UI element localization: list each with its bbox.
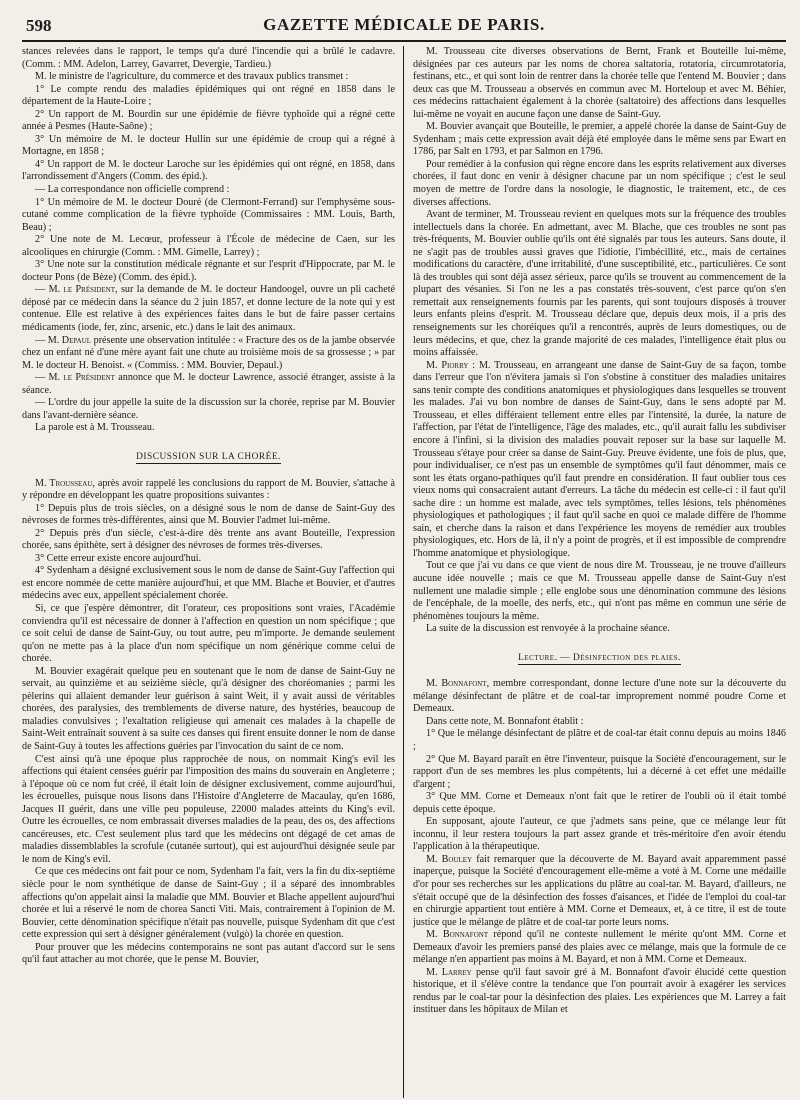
paragraph-text: répond qu'il ne conteste nullement le mérite qu'ont MM. Corne et Demeaux d'avoir les premiers pansé des plaies avec ce mélange, mais que la formule de ce mélange n'en appartient pas moins à M. Bayard, et non à MM. Corne et Demeaux. [413, 929, 786, 966]
paragraph [413, 854, 786, 929]
paragraph: Pour prouver que les médecins contemporains ne sont pas autant d'accord sur le sens qu'il faut attacher au mot chorée, que le pense M. Bouvier, [22, 941, 395, 966]
paragraph: stances relevées dans le rapport, le temps qu'a duré l'incendie qui a brûlé le cadavre. (Comm. : MM. Adelon, Larrey, Gavarret, Devergie, Tardieu.) [22, 46, 395, 70]
paragraph [22, 335, 395, 373]
paragraph-text: membre correspondant, donne lecture d'une note sur la découverte du mélange désinfectant de plâtre et de coal-tar improprement nommé poudre Corne et Demeaux. [413, 678, 786, 715]
speaker-label: — M. le Président, [35, 284, 118, 296]
paragraph: — La correspondance non officielle comprend : [35, 184, 230, 196]
paragraph-text: présente une observation intitulée : « Fracture des os de la jambe observée chez un enfant né d'une mère ayant fait une chute au troisième mois de sa grossesse ; » par M. le docteur H. Benoist. « (Commiss. : MM. Bouvier, Depaul.) [22, 334, 395, 371]
paragraph: 1° Un mémoire de M. le docteur Douré (de Clermont-Ferrand) sur l'emphysème sous-cutané comme complication de la fièvre typhoïde (Commissaires : MM. Louis, Barth, Beau) ; [22, 196, 395, 233]
paragraph: 2° Depuis près d'un siècle, c'est-à-dire dès trente ans avant Bouteille, l'expression chorée, sans épithète, sert à désigner des névroses de formes très-diverses. [22, 527, 395, 552]
paragraph: 3° Cette erreur existe encore aujourd'hui. [35, 552, 202, 564]
paragraph [22, 478, 395, 503]
speaker-label: M. Larrey [426, 966, 472, 978]
paragraph: La suite de la discussion est renvoyée à la prochaine séance. [426, 623, 670, 635]
paragraph: 1° Le compte rendu des maladies épidémiques qui ont régné en 1858 dans le département de la Haute-Loire ; [22, 83, 395, 108]
paragraph [413, 967, 786, 1017]
paragraph: Si, ce que j'espère démontrer, dit l'orateur, ces propositions sont vraies, l'Académie conviendra qu'il est nécessaire de donner à l'affection en question un nom spécifique ; que ce soit celui de danse de Saint-Guy, ou tout autre, peu m'importe. Je demande seulement qu'on ne mette pas à la place d'un nom spécifique un nom générique comme celui de chorée. [22, 602, 395, 665]
paragraph [413, 678, 786, 716]
paragraph: 3° Un mémoire de M. le docteur Hullin sur une épidémie de croup qui a régné à Mortagne, en 1858 ; [22, 133, 395, 158]
paragraph-text: M. Trousseau, en arrangeant une danse de Saint-Guy de sa façon, tombe dans l'erreur que l'on n'évitera jamais si l'on s'obstine à constituer des maladies unitaires sans tenir compte des conditions anatomiques et physiologiques dans lesquelles se trouvent les malades. J'ai vu bon nombre de danses de Saint-Guy, dans le sens adopté par M. Trousseau, et elles différaient tellement entre elles par l'intensité, la durée, la nature de l'affection, par l'état de l'intelligence, l'âge des malades, etc., qu'il aurait fallu les subdiviser encore à l'infini, si la division des maladies pouvait reposer sur la base sur laquelle M. Trousseau s'étaye pour créer sa danse de Saint-Guy. Preuve évidente, une fois de plus, que, pour individualiser, ce n'est pas un ensemble de symptômes qu'il faut dénommer, mais ce sont les états organo-pathiques qu'il faut prendre en considération. Il faut oublier tous ces vieux noms qui consacraient autant d'erreurs. La tâche du médecin est celle-ci : il faut qu'il sache dire : un homme est malade, avec tels symptômes, telles lésions, tels phénomènes physiologiques et pathologiques ; il faut qu'il sache en quoi ce malade diffère de l'homme sain, et cherche dans la raison et dans l'expérience les moyens de remédier aux troubles physiologiques, etc. Hors de là, il n'y a point de progrès, et il est impossible de comprendre l'homme anatomique et physiologique. [413, 359, 786, 559]
paragraph: 1° Depuis plus de trois siècles, on a désigné sous le nom de danse de Saint-Guy des névroses de formes très-différentes, ainsi que M. Bouvier l'admet lui-même. [22, 502, 395, 527]
section-title [22, 451, 395, 464]
two-column-body [22, 46, 786, 1098]
paragraph-text: pense qu'il faut savoir gré à M. Bonnafont d'avoir élucidé cette question historique, et il s'élève contre la tendance que l'on pourrait avoir à exagérer les services rendus par le coal-tar pour la désinfection des plaies. Les expériences que M. Larrey a fait instituer dans les hôpitaux de Milan et [413, 966, 786, 1016]
speaker-label: — M. le Président [35, 372, 115, 384]
paragraph: M. Bouvier exagérait quelque peu en soutenant que le nom de danse de Saint-Guy ne servait, au quinzième et au seizième siècle, qu'à désigner des choréomanies ; parmi les pèlerins qui allaient demander leur guérison à saint Weit, il y avait aussi de véritables chorées, des paralysies, des tremblements de diverse nature, des hystéries, beaucoup de maladies convulsives ; l'exaltation religieuse qui amenait ces malades à la chapelle de Saint-Weit entraînait souvent à sa suite ces danses qui firent ensuite donner le nom de danse de Saint-Guy à toutes les affections guéries par l'invocation du saint de ce nom. [22, 665, 395, 752]
paragraph-text: fait remarquer que la découverte de M. Bayard avait apparemment passé inaperçue, puisque la Société d'encouragement elle-même a voté à M. Corne une médaille d'or pour ses recherches sur les applications du plâtre au coal-tar. M. Bayard, d'ailleurs, ne s'était occupé que de la désinfection des fosses d'aisances, et l'idée de l'emploi du coal-tar en chirurgie appartient tout entière à MM. Corne et Demeaux, et, à ce titre, il est de toute justice que le mélange de plâtre et de coal-tar porte leurs noms. [413, 853, 786, 928]
paragraph [22, 372, 395, 397]
speaker-label: M. Trousseau, [35, 477, 95, 489]
paragraph [413, 929, 786, 967]
paragraph: 2° Que M. Bayard paraît en être l'inventeur, puisque la Société d'encouragement, sur le rapport d'un de ses membres les plus compétents, lui a décerné à cet effet une médaille d'argent ; [413, 753, 786, 790]
speaker-label: M. Piorry : [426, 359, 476, 371]
paragraph: 1° Que le mélange désinfectant de plâtre et de coal-tar était connu depuis au moins 1846 ; [413, 728, 786, 752]
paragraph: Ce que ces médecins ont fait pour ce nom, Sydenham l'a fait, vers la fin du dix-septième siècle pour le nom synthétique de danse de Saint-Guy ; il a séparé des innombrables affections qu'on appelait ainsi la maladie que MM. Bouvier et Blache appellent aujourd'hui chorée et lui a réservé le nom de chorea Sancti Viti. Mais, contrairement à l'opinion de M. Bouvier, cette dénomination spécifique n'était pas nouvelle, puisque Sydenham dit que c'est cette expression qui sert à désigner généralement (vulgò) la chorée en question. [22, 866, 395, 941]
right-column [403, 46, 786, 1098]
speaker-label: — M. Depaul [35, 334, 92, 346]
paragraph-text: annonce que M. le docteur Lawrence, associé étranger, assiste à la séance. [22, 372, 395, 396]
paragraph: M. le ministre de l'agriculture, du commerce et des travaux publics transmet : [35, 71, 349, 83]
left-column [22, 46, 403, 1098]
paragraph: En supposant, ajoute l'auteur, ce que j'admets sans peine, que ce mélange leur fût inconnu, il leur restera toujours la part assez grande et très-méritoire d'en avoir étendu l'application à la thérapeutique. [413, 816, 786, 853]
speaker-label: M. Bonnafont [426, 929, 489, 941]
section-title [413, 652, 786, 665]
section-title-text: Lecture. — Désinfection des plaies. [518, 652, 681, 663]
page-number: 598 [26, 16, 52, 35]
running-title: GAZETTE MÉDICALE DE PARIS. [263, 15, 545, 34]
paragraph: La parole est à M. Trousseau. [35, 422, 155, 434]
paragraph: M. Bouvier avançait que Bouteille, le premier, a appelé chorée la danse de Saint-Guy de Sydenham ; mais cette expression avait déjà été employée dans le même sens par Ewart en 1786, par Salt en 1793, et par Salmon en 1796. [413, 121, 786, 158]
paragraph: Dans cette note, M. Bonnafont établit : [426, 715, 584, 727]
paragraph: Pour remédier à la confusion qui règne encore dans les esprits relativement aux diverses chorées, il faut donc en venir à désigner chacune par un nom spécifique ; c'est le seul moyen de mettre de l'ordre dans la nosologie, le diagnostic, le traitement, etc., de ces diverses affections. [413, 158, 786, 208]
paragraph [413, 360, 786, 561]
paragraph: 4° Sydenham a désigné exclusivement sous le nom de danse de Saint-Guy l'affection qui est encore nommée de cette manière aujourd'hui, et que MM. Blache et Bouvier, et d'autres médecins avec eux, appellent spécialement chorée. [22, 565, 395, 602]
paragraph: — L'ordre du jour appelle la suite de la discussion sur la chorée, reprise par M. Bouvier dans l'avant-dernière séance. [22, 397, 395, 421]
paragraph: 2° Une note de M. Lecœur, professeur à l'École de médecine de Caen, sur les alcooliques en chirurgie (Comm. : MM. Gimelle, Larrey) ; [22, 234, 395, 258]
paragraph: 2° Un rapport de M. Bourdin sur une épidémie de fièvre typhoïde qui a régné cette année à Pesmes (Haute-Saône) ; [22, 108, 395, 133]
paragraph: 3° Une note sur la constitution médicale régnante et sur l'esprit d'Hippocrate, par M. le docteur Pons (de Bèze) (Comm. des épid.). [22, 259, 395, 283]
paragraph [22, 284, 395, 334]
paragraph-text: après avoir rappelé les conclusions du rapport de M. Bouvier, s'attache à y répondre en développant les quatre propositions suivantes : [22, 477, 396, 502]
paragraph: 4° Un rapport de M. le docteur Laroche sur les épidémies qui ont régné, en 1858, dans l'arrondissement d'Angers (Comm. des épid.). [22, 158, 395, 183]
paragraph: C'est ainsi qu'à une époque plus rapprochée de nous, on nommait King's evil les affections qui étaient censées guérir par l'imposition des mains du souverain en Angleterre ; à l'époque où ce nom fut créé, il était loin de désigner exclusivement, comme aujourd'hui, les écrouelles, puisque nous lisons dans l'Histoire d'Angleterre de Macaulay, qu'en 1686, Jacques II guérit, dans une ville peu populeuse, 22000 malades atteints du King's evil. Outre les écrouelles, ce nom embrassait diverses maladies de la peau, des os, des affections cancéreuses, etc. C'est seulement plus tard que les médecins ont dégagé de cet amas de maladies dissemblables la scrofule (cutanée surtout), qui est aujourd'hui désignée seule par le nom de King's evil. [22, 753, 395, 865]
paragraph: Avant de terminer, M. Trousseau revient en quelques mots sur la fréquence des troubles intellectuels dans la chorée. En admettant, avec M. Blache, que ces troubles ne sont pas très-fréquents, M. Bouvier oublie qu'ils ont été signalés par tous les auteurs. Sans doute, il ne s'agit pas de troubles aussi graves que l'idiotie, l'imbécillité, etc., mais de certaines modifications du caractère, d'une irritabilité, d'une susceptibilité, etc., particulières. Ce sont là des troubles qui sont déjà assez sérieux, parce qu'ils se trouvent au commencement de la plupart des vésanies. Si l'on ne les a pas constatés très-souvent, c'est parce qu'on s'en remettait aux renseignements fournis par les parents, qui sont toujours disposés à trouver leurs enfants pleins d'esprit. M. Trousseau déclare que, depuis deux mois, il a pris des renseignements sur les choréiques qu'il a rencontrés, auprès de leurs domestiques, ou de leurs médecins, et que, chez la grande majorité de ces malades, l'intelligence était plus ou moins affaissée. [413, 209, 786, 359]
speaker-label: M. Bouley [426, 853, 473, 865]
paragraph: 3° Que MM. Corne et Demeaux n'ont fait que le retirer de l'oubli où il était tombé depuis cette époque. [413, 791, 786, 815]
section-title-text: DISCUSSION SUR LA CHORÉE. [136, 451, 281, 462]
paragraph-text: sur la demande de M. le docteur Handoogel, ouvre un pli cacheté déposé par ce médecin dans la séance du 2 juin 1857, et donne lecture de la note qui y est contenue. Elle est relative à des expériences faites dans le but de faire passer certains médicaments (iode, fer, zinc, arsenic, etc.) dans le lait des animaux. [22, 284, 395, 334]
page-header [22, 10, 786, 42]
paragraph: Tout ce que j'ai vu dans ce que vient de nous dire M. Trousseau, je ne trouve d'ailleurs aucune idée nouvelle ; mais ce que M. Trousseau appelle danse de Saint-Guy n'est nullement une maladie simple ; elle englobe sous une dénomination commune des lésions de l'encéphale, de la moelle, des nerfs, etc., qui n'ont pas même en commun une série de phénomènes toujours la même. [413, 560, 786, 622]
paragraph: M. Trousseau cite diverses observations de Bernt, Frank et Bouteille lui-même, désignées par ces auteurs par les noms de chorea saltatoria, rotatoria, circumrotatoria, festinans, etc., et qui sont loin de rentrer dans la chorée telle que l'entend M. Bouvier ; dans deux cas que M. Trousseau a observés en commun avec M. Horteloup et avec M. Béhier, ces médecins rattachaient également à la chorée (saltatoire) des affections dans lesquelles lui-même ne voyait en aucune façon une danse de Saint-Guy. [413, 46, 786, 120]
speaker-label: M. Bonnafont, [426, 678, 490, 690]
